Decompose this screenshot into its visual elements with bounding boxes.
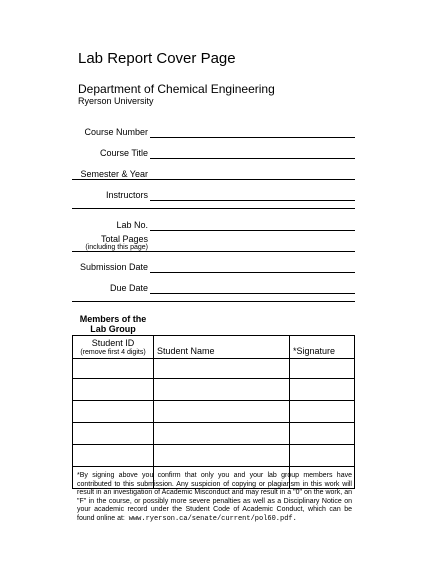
members-table-header xyxy=(73,336,355,359)
student-id-cell[interactable] xyxy=(73,379,154,401)
members-table xyxy=(72,335,355,489)
signature-cell[interactable] xyxy=(290,379,355,401)
policy-url[interactable]: www.ryerson.ca/senate/current/pol60.pdf. xyxy=(128,514,297,523)
table-row xyxy=(73,359,355,379)
student-id-cell[interactable] xyxy=(73,359,154,379)
signature-notice xyxy=(77,472,352,524)
page-title: Lab Report Cover Page xyxy=(78,50,236,67)
instructors-line xyxy=(150,200,355,201)
signature-cell[interactable] xyxy=(290,401,355,423)
course-number-line xyxy=(150,137,355,138)
table-row xyxy=(73,401,355,423)
instructors-line-2 xyxy=(72,208,355,209)
course-title-field[interactable] xyxy=(72,145,355,159)
course-title-line xyxy=(150,158,355,159)
table-row xyxy=(73,379,355,401)
members-heading-line2: Lab Group xyxy=(90,324,136,334)
table-row xyxy=(73,445,355,467)
semester-year-field[interactable] xyxy=(72,166,355,180)
submission-date-line xyxy=(150,272,355,273)
members-heading xyxy=(72,314,154,334)
signature-cell[interactable] xyxy=(290,445,355,467)
student-id-cell[interactable] xyxy=(73,401,154,423)
student-id-header xyxy=(73,336,154,359)
submission-date-field[interactable] xyxy=(72,259,355,273)
signature-cell[interactable] xyxy=(290,423,355,445)
lab-no-line xyxy=(150,230,355,231)
due-date-label: Due Date xyxy=(109,283,148,293)
student-id-header-label: Student ID xyxy=(91,338,135,348)
submission-date-label: Submission Date xyxy=(79,262,148,272)
instructors-field[interactable] xyxy=(72,187,355,201)
signature-cell[interactable] xyxy=(290,359,355,379)
total-pages-note: (including this page) xyxy=(85,244,148,251)
course-number-field[interactable] xyxy=(72,124,355,138)
course-number-label: Course Number xyxy=(84,127,148,137)
department-name: Department of Chemical Engineering xyxy=(78,82,275,96)
course-title-label: Course Title xyxy=(99,148,148,158)
student-name-cell[interactable] xyxy=(154,423,290,445)
due-date-field[interactable] xyxy=(72,280,355,294)
notice-text: *By signing above you confirm that only you and your lab group members have contributed to this submission. Any suspicion of copying or plagiarism in this work will result in an investigation of Academic Misconduct and may result in a "0" on the work, an "F" in the course, or possibly more severe penalties as well as a Disciplinary Notice on your academic record under the Student Code of Academic Conduct, which can be found online at: xyxy=(77,472,352,522)
members-heading-line1: Members of the xyxy=(79,314,147,324)
student-name-cell[interactable] xyxy=(154,379,290,401)
lab-no-label: Lab No. xyxy=(116,220,148,230)
semester-year-line xyxy=(72,179,355,180)
total-pages-field[interactable] xyxy=(72,234,355,252)
university-name: Ryerson University xyxy=(78,96,154,106)
student-name-header: Student Name xyxy=(154,336,290,359)
semester-year-label: Semester & Year xyxy=(80,169,148,179)
student-name-cell[interactable] xyxy=(154,359,290,379)
due-date-line-2 xyxy=(72,301,355,302)
student-id-header-note: (remove first 4 digits) xyxy=(80,349,146,356)
lab-no-field[interactable] xyxy=(72,217,355,231)
table-row xyxy=(73,423,355,445)
student-id-cell[interactable] xyxy=(73,445,154,467)
total-pages-label: Total Pages xyxy=(100,234,148,244)
due-date-line xyxy=(150,293,355,294)
instructors-label: Instructors xyxy=(105,190,148,200)
total-pages-line xyxy=(72,251,355,252)
student-name-cell[interactable] xyxy=(154,401,290,423)
student-name-cell[interactable] xyxy=(154,445,290,467)
student-id-cell[interactable] xyxy=(73,423,154,445)
signature-header: *Signature xyxy=(290,336,355,359)
